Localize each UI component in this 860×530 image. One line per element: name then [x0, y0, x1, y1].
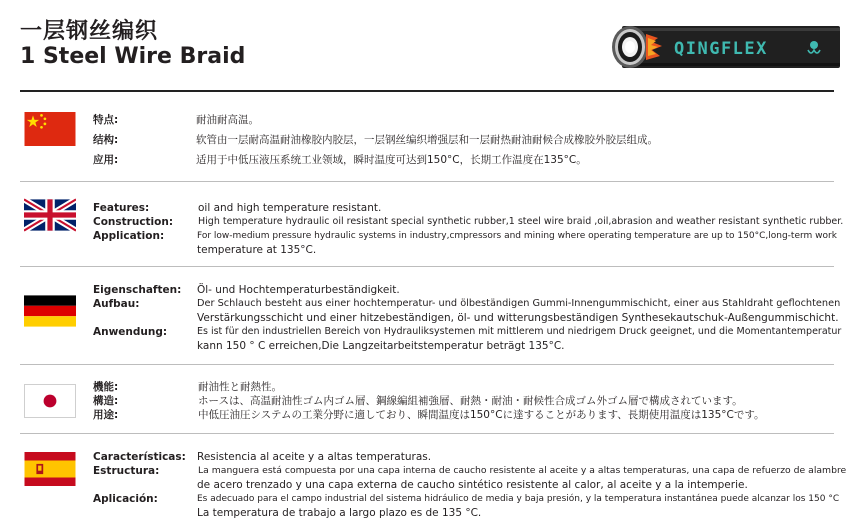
title-english: 1 Steel Wire Braid: [20, 44, 246, 69]
label-application: 应用:: [93, 154, 119, 166]
value-features: Resistencia al aceite y a altas temperaturas.: [197, 451, 432, 463]
title-chinese: 一层钢丝编织: [20, 19, 159, 44]
label-construction: Aufbau:: [93, 298, 140, 310]
label-construction: Estructura:: [93, 465, 160, 477]
label-features: Eigenschaften:: [93, 284, 182, 296]
value-construction: ホースは、高温耐油性ゴム内ゴム層、鋼線編組補強層、耐熱・耐油・耐候性合成ゴム外ゴム層で構成されています。: [198, 395, 743, 407]
value-features: Öl- und Hochtemperaturbeständigkeit.: [197, 284, 400, 296]
label-application: 用途:: [93, 409, 119, 421]
value-features: 耐油耐高温。: [196, 114, 259, 126]
value-application-line1: Es ist für den industriellen Bereich von Hydrauliksystemen mit mittlerem und niedrigem Druck geeignet, und die Momentantemperatur: [197, 326, 842, 337]
value-application-line2: La temperatura de trabajo a largo plazo es de 135 °C.: [197, 507, 482, 519]
label-construction: 结构:: [93, 134, 119, 146]
value-construction-line1: La manguera está compuesta por una capa interna de caucho resistente al aceite y a altas temperaturas, una capa de refuerzo de alambre: [198, 465, 847, 476]
header-divider: [20, 90, 834, 92]
germany-flag-icon: [24, 294, 76, 328]
uk-flag-icon: [24, 198, 76, 232]
section-divider: [20, 364, 834, 365]
value-construction-line2: de acero trenzado y una capa externa de caucho sintético resistente al calor, al aceite y a la intemperie.: [197, 479, 748, 491]
value-features: 耐油性と耐熱性。: [198, 381, 282, 393]
label-application: Anwendung:: [93, 326, 168, 338]
section-divider: [20, 181, 834, 182]
label-construction: Construction:: [93, 216, 174, 228]
label-application: Aplicación:: [93, 493, 158, 505]
section-divider: [20, 266, 834, 267]
page-header: [20, 14, 840, 84]
china-flag-icon: [24, 112, 76, 146]
value-features: oil and high temperature resistant.: [198, 202, 382, 214]
value-application: 适用于中低压液压系统工业领域，瞬时温度可达到150°C，长期工作温度在135°C。: [196, 154, 587, 166]
label-features: 特点:: [93, 114, 119, 126]
label-features: Features:: [93, 202, 150, 214]
japan-flag-icon: [24, 384, 76, 418]
label-application: Application:: [93, 230, 165, 242]
logo-wordmark: QINGFLEX: [674, 39, 768, 59]
label-features: Características:: [93, 451, 186, 463]
spain-flag-icon: [24, 452, 76, 486]
value-construction: 软管由一层耐高温耐油橡胶内胶层，一层钢丝编织增强层和一层耐热耐油耐候合成橡胶外胶层组成。: [196, 134, 658, 146]
value-construction-line2: Verstärkungsschicht und einer hitzebeständigen, öl- und witterungsbeständigen Synthesekautschuk-Außengummischicht.: [197, 312, 839, 324]
qingflex-hose-logo: [608, 22, 840, 72]
label-construction: 構造:: [93, 395, 119, 407]
value-application-line2: temperature at 135°C.: [197, 244, 317, 256]
value-application: 中低圧油圧システムの工業分野に適しており、瞬間温度は150°Cに達することがあります、長期使用温度は135°Cです。: [198, 409, 765, 421]
value-application-line1: For low-medium pressure hydraulic systems in industry,cmpressors and mining where operating temperature are up to 150°C,long-term work: [197, 231, 837, 241]
value-application-line2: kann 150 ° C erreichen,Die Langzeitarbeitstemperatur beträgt 135°C.: [197, 340, 565, 352]
value-construction-line1: Der Schlauch besteht aus einer hochtemperatur- und ölbeständigen Gummi-Innengummischicht, einer aus Stahldraht geflochtenen: [197, 298, 841, 309]
section-divider: [20, 433, 834, 434]
value-construction: High temperature hydraulic oil resistant special synthetic rubber,1 steel wire braid ,oil,abrasion and weather resistant synthetic rubber.: [198, 216, 844, 227]
label-features: 機能:: [93, 381, 119, 393]
value-application-line1: Es adecuado para el campo industrial del sistema hidráulico de media y baja presión, y la temperatura instantánea puede alcanzar los 150 °C: [197, 494, 840, 504]
